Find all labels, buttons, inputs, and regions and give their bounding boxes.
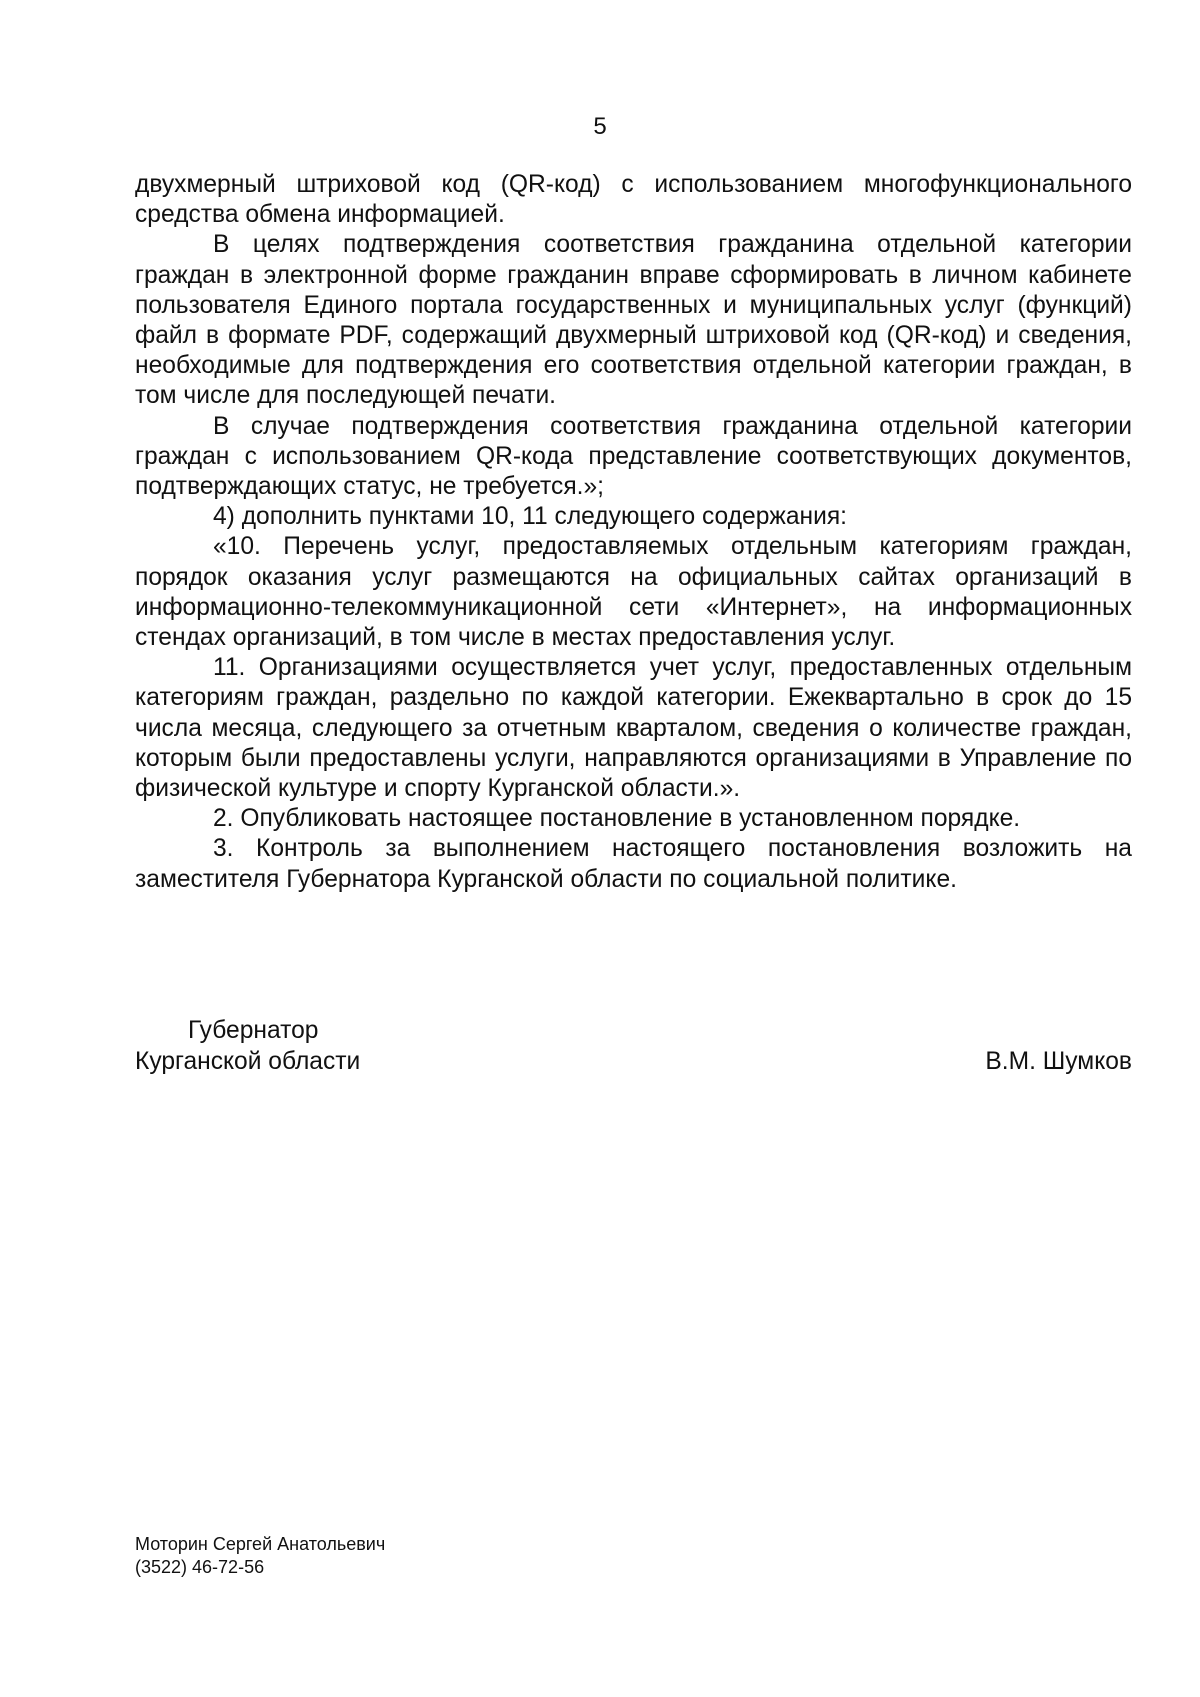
paragraph-qr-confirmation: В случае подтверждения соответствия гражданина отдельной категории граждан с использованием QR-кода представление соответствующих документов, подтверждающих статус, не требуется.»; — [135, 412, 1132, 501]
paragraph-electronic-form: В целях подтверждения соответствия гражданина отдельной категории граждан в электронной форме гражданин вправе сформировать в личном кабинете пользователя Единого портала государственных и муниципальных услуг (функций) файл в формате PDF, содержащий двухмерный штриховой код (QR-код) и сведения, необходимые для подтверждения его соответствия отдельной категории граждан, в том числе для последующей печати. — [135, 231, 1132, 410]
signatory-title-line1: Губернатор — [188, 1017, 319, 1044]
paragraph-item-10: «10. Перечень услуг, предоставляемых отдельным категориям граждан, порядок оказания услуг размещаются на официальных сайтах организаций в информационно-телекоммуникационной сети «Интернет», на информационных стендах организаций, в том числе в местах предоставления услуг. — [135, 533, 1132, 652]
paragraph-amendment-4: 4) дополнить пунктами 10, 11 следующего содержания: — [213, 503, 847, 531]
paragraph-continuation: двухмерный штриховой код (QR-код) с использованием многофункционального средства обмена информацией. — [135, 171, 1132, 229]
paragraph-control: 3. Контроль за выполнением настоящего постановления возложить на заместителя Губернатора Курганской области по социальной политике. — [135, 835, 1132, 893]
executor-block — [135, 1533, 385, 1579]
signatory-title-line2: Курганской области — [135, 1048, 361, 1075]
signatory-title — [135, 1015, 360, 1077]
signatory-name: В.М. Шумков — [985, 1048, 1132, 1075]
executor-name: Моторин Сергей Анатольевич — [135, 1534, 386, 1554]
paragraph-item-11: 11. Организациями осуществляется учет услуг, предоставленных отдельным категориям граждан, раздельно по каждой категории. Ежеквартально в срок до 15 числа месяца, следующего за отчетным кварталом, сведения о количестве граждан, которым были предоставлены услуги, направляются организациями в Управление по физической культуре и спорту Курганской области.». — [135, 654, 1132, 803]
executor-phone: (3522) 46-72-56 — [135, 1557, 265, 1577]
paragraph-publish: 2. Опубликовать настоящее постановление в установленном порядке. — [213, 805, 1021, 833]
page-number: 5 — [593, 113, 607, 140]
document-body — [135, 170, 1132, 895]
